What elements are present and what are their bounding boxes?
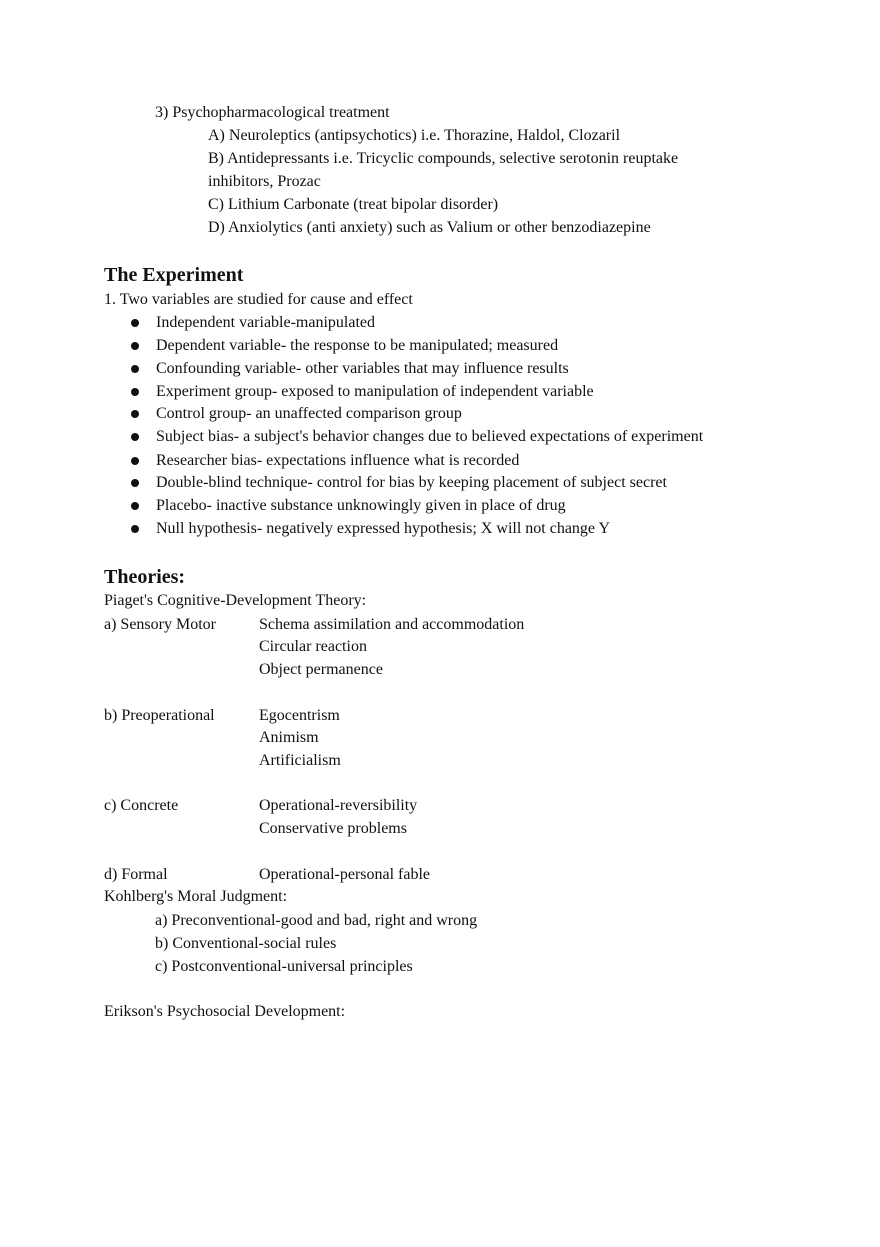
- bullet-text: Placebo- inactive substance unknowingly given in place of drug: [156, 497, 566, 514]
- bullet-text: Subject bias- a subject's behavior changes due to believed expectations of experiment: [156, 428, 704, 445]
- bullet-icon: [131, 319, 139, 327]
- pharma-item-b: B) Antidepressants i.e. Tricyclic compounds, selective serotonin reuptake: [208, 150, 679, 167]
- piaget-item: Egocentrism: [259, 707, 340, 724]
- piaget-stage-sensory-motor: a) Sensory Motor: [104, 616, 216, 633]
- bullet-icon: [131, 502, 139, 510]
- bullet-text: Researcher bias- expectations influence what is recorded: [156, 452, 520, 469]
- piaget-stage-formal: d) Formal: [104, 866, 168, 883]
- bullet-icon: [131, 410, 139, 418]
- kohlberg-item: c) Postconventional-universal principles: [155, 958, 413, 975]
- piaget-item: Animism: [259, 729, 319, 746]
- theories-title: Theories:: [104, 566, 186, 588]
- piaget-item: Circular reaction: [259, 638, 367, 655]
- bullet-icon: [131, 479, 139, 487]
- bullet-icon: [131, 342, 139, 350]
- bullet-icon: [131, 457, 139, 465]
- piaget-item: Operational-reversibility: [259, 797, 418, 814]
- bullet-text: Independent variable-manipulated: [156, 314, 376, 331]
- kohlberg-item: b) Conventional-social rules: [155, 935, 337, 952]
- pharma-heading: 3) Psychopharmacological treatment: [155, 104, 390, 121]
- bullet-text: Null hypothesis- negatively expressed hypothesis; X will not change Y: [156, 520, 610, 537]
- piaget-item: Schema assimilation and accommodation: [259, 616, 525, 633]
- piaget-item: Object permanence: [259, 661, 383, 678]
- piaget-item: Artificialism: [259, 752, 341, 769]
- erikson-title: Erikson's Psychosocial Development:: [104, 1003, 346, 1020]
- bullet-icon: [131, 365, 139, 373]
- pharma-item-c: C) Lithium Carbonate (treat bipolar disorder): [208, 196, 499, 213]
- piaget-stage-concrete: c) Concrete: [104, 797, 179, 814]
- bullet-text: Dependent variable- the response to be manipulated; measured: [156, 337, 559, 354]
- piaget-item: Operational-personal fable: [259, 866, 431, 883]
- pharma-item-a: A) Neuroleptics (antipsychotics) i.e. Thorazine, Haldol, Clozaril: [208, 127, 621, 144]
- bullet-text: Double-blind technique- control for bias by keeping placement of subject secret: [156, 474, 667, 491]
- pharma-item-d: D) Anxiolytics (anti anxiety) such as Valium or other benzodiazepine: [208, 219, 651, 236]
- bullet-text: Control group- an unaffected comparison group: [156, 405, 462, 422]
- bullet-icon: [131, 433, 139, 441]
- piaget-item: Conservative problems: [259, 820, 407, 837]
- experiment-title: The Experiment: [104, 264, 244, 286]
- bullet-icon: [131, 388, 139, 396]
- piaget-stage-preoperational: b) Preoperational: [104, 707, 215, 724]
- pharma-item-b-cont: inhibitors, Prozac: [208, 173, 321, 190]
- kohlberg-item: a) Preconventional-good and bad, right and wrong: [155, 912, 478, 929]
- bullet-icon: [131, 525, 139, 533]
- kohlberg-title: Kohlberg's Moral Judgment:: [104, 888, 288, 905]
- experiment-intro: 1. Two variables are studied for cause and effect: [104, 291, 413, 308]
- piaget-title: Piaget's Cognitive-Development Theory:: [104, 592, 367, 609]
- bullet-text: Confounding variable- other variables that may influence results: [156, 360, 569, 377]
- bullet-text: Experiment group- exposed to manipulation of independent variable: [156, 383, 594, 400]
